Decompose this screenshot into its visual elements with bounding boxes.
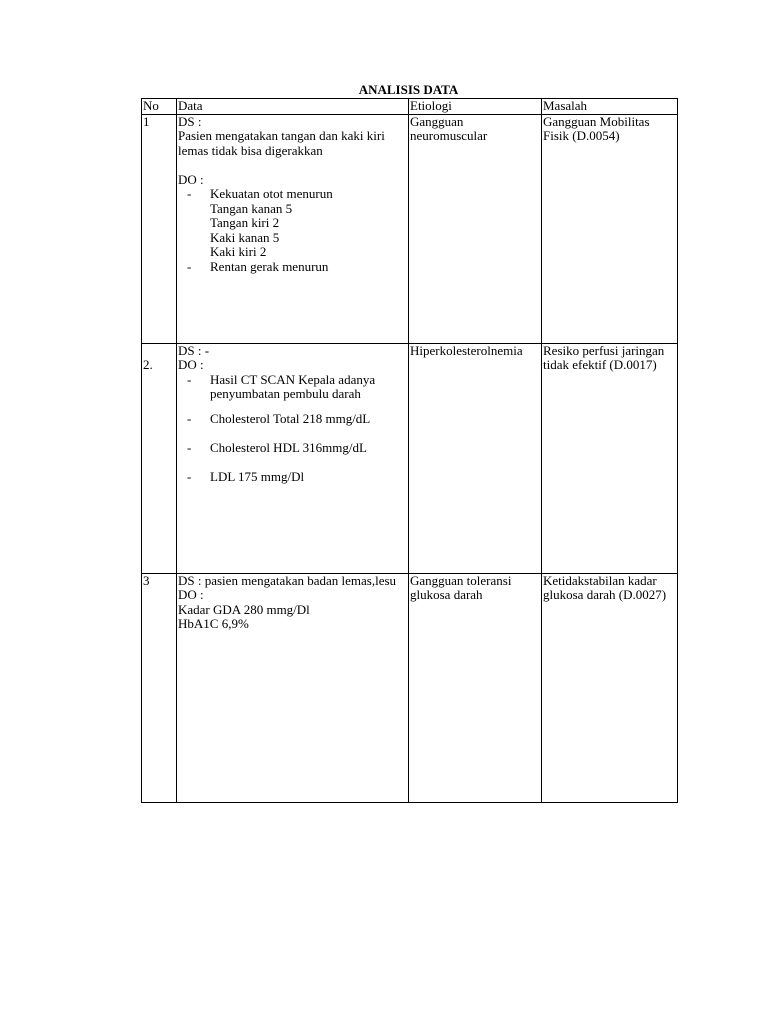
header-data: Data (177, 99, 409, 115)
do-sub-item: Tangan kiri 2 (210, 215, 280, 230)
row-number-text: 2. (143, 357, 153, 372)
ds-text: Pasien mengatakan tangan dan kaki kiri lemas tidak bisa digerakkan (178, 128, 385, 158)
do-label: DO : (178, 357, 204, 372)
do-label: DO : (178, 171, 204, 187)
do-sub-item: Kaki kiri 2 (210, 244, 267, 259)
header-no: No (142, 99, 177, 115)
etiologi-cell: Gangguan neuromuscular (409, 114, 542, 343)
do-item-text: LDL 175 mmg/Dl (210, 468, 305, 484)
ds-label: DS : - (178, 343, 210, 358)
do-line: HbA1C 6,9% (178, 616, 249, 631)
header-etiologi: Etiologi (409, 99, 542, 115)
do-item (178, 470, 407, 485)
data-cell (177, 573, 409, 802)
data-cell (177, 343, 409, 573)
ds-label: DS : (178, 114, 202, 129)
ds-text: DS : pasien mengatakan badan lemas,lesu (178, 573, 397, 588)
etiologi-cell: Hiperkolesterolnemia (409, 343, 542, 573)
do-item-text: Kekuatan otot menurun (210, 186, 333, 201)
do-item (178, 441, 407, 456)
masalah-cell: Ketidakstabilan kadar glukosa darah (D.0027) (542, 573, 678, 802)
bullet-dash: - (187, 186, 192, 201)
table-row (142, 573, 678, 802)
do-item (178, 260, 407, 275)
table-row (142, 114, 678, 343)
do-item-text: Cholesterol Total 218 mmg/dL (210, 410, 371, 426)
do-sub-item: Kaki kanan 5 (210, 229, 280, 245)
masalah-cell: Gangguan Mobilitas Fisik (D.0054) (542, 114, 678, 343)
row-number: 3 (142, 573, 177, 802)
do-item (178, 373, 407, 402)
data-cell (177, 114, 409, 343)
table-row (142, 343, 678, 573)
bullet-dash: - (187, 439, 192, 455)
row-number (142, 343, 177, 573)
do-item (178, 187, 407, 260)
page-title: ANALISIS DATA (358, 82, 459, 97)
do-line: Kadar GDA 280 mmg/Dl (178, 601, 310, 617)
do-item-text: Hasil CT SCAN Kepala adanya penyumbatan pembulu darah (210, 371, 376, 401)
do-item-text: Rentan gerak menurun (210, 258, 329, 274)
header-masalah: Masalah (542, 99, 678, 115)
bullet-dash: - (187, 410, 192, 426)
do-item-text: Cholesterol HDL 316mmg/dL (210, 439, 367, 455)
analysis-table (141, 98, 678, 803)
do-label: DO : (178, 587, 204, 602)
bullet-dash: - (187, 258, 192, 274)
masalah-cell: Resiko perfusi jaringan tidak efektif (D.0017) (542, 343, 678, 573)
do-item (178, 412, 407, 427)
table-header-row (142, 99, 678, 115)
bullet-dash: - (187, 468, 192, 484)
row-number: 1 (142, 114, 177, 343)
do-sub-item: Tangan kanan 5 (210, 200, 293, 216)
etiologi-cell: Gangguan toleransi glukosa darah (409, 573, 542, 802)
bullet-dash: - (187, 371, 192, 387)
